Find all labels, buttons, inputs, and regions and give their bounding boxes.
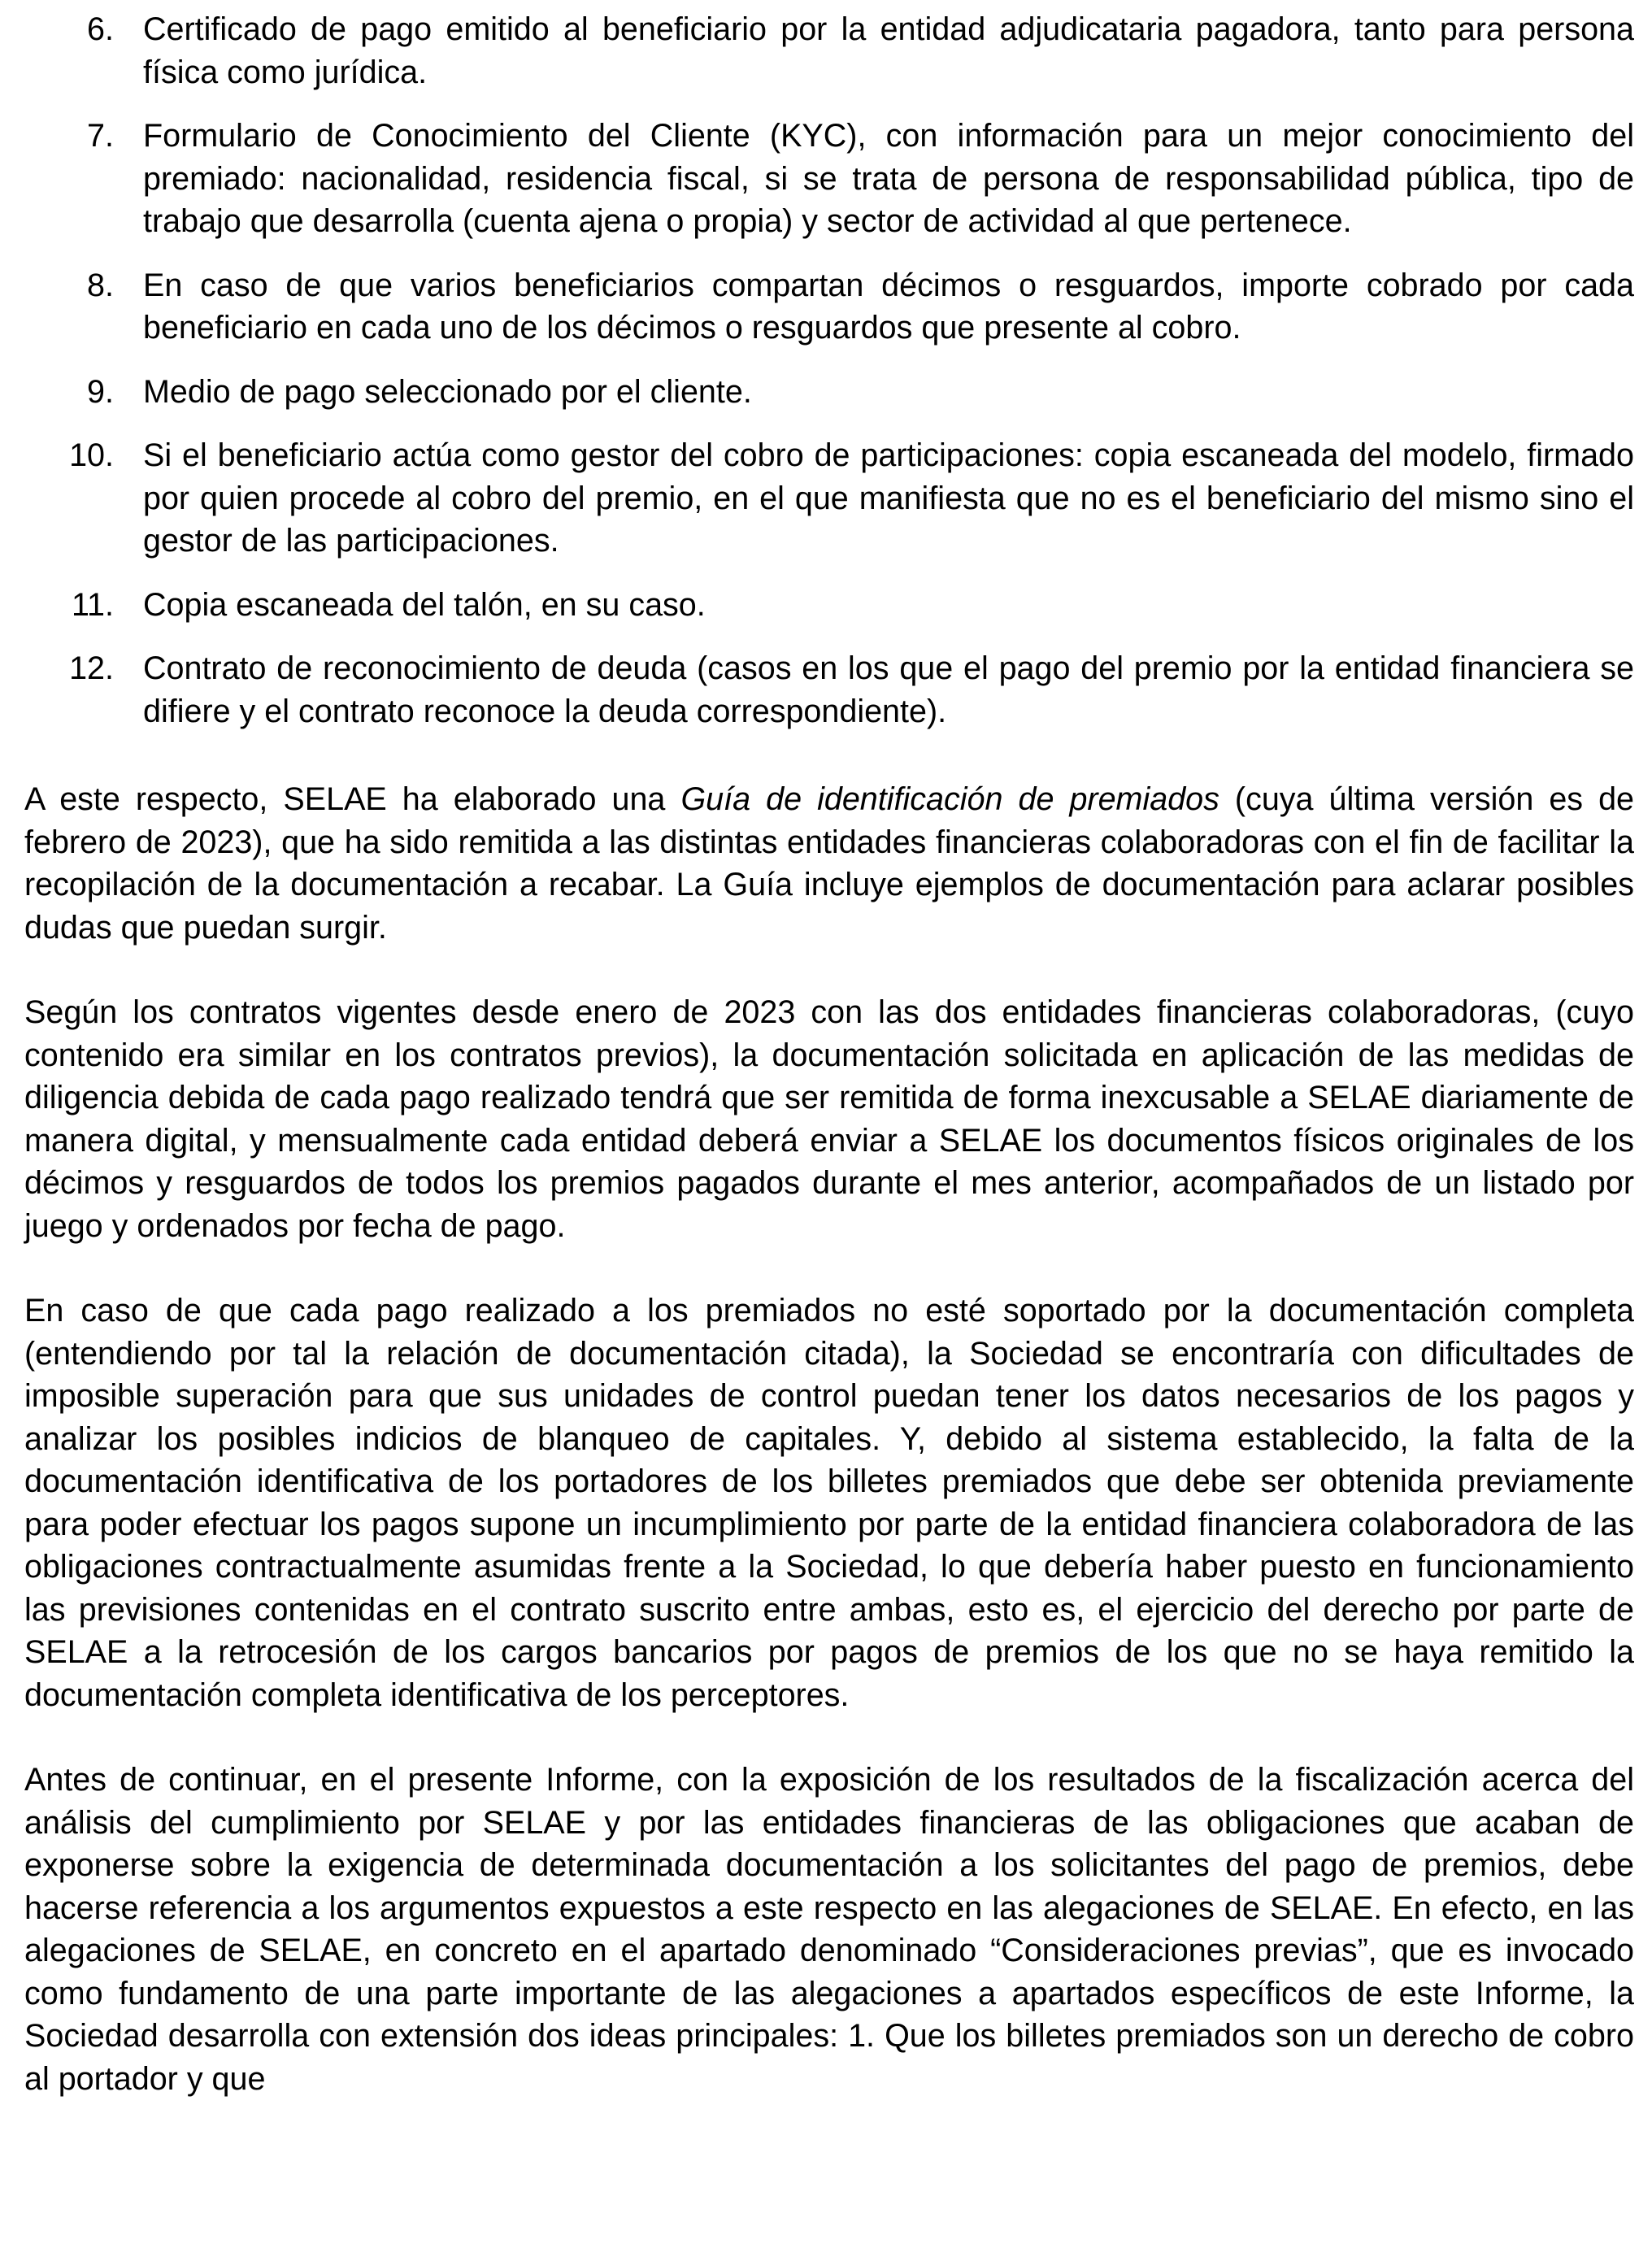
list-item-number: 6. — [87, 11, 114, 47]
paragraph-allegations: Antes de continuar, en el presente Informe, con la exposición de los resultados de la fiscalización acerca del análisis del cumplimiento por SELAE y por las entidades financieras de las obligaciones que acaban de exponerse sobre la exigencia de determinada documentación a los solicitantes del pago de premios, debe hacerse referencia a los argumentos expuestos a este respecto en las alegaciones de SELAE. En efecto, en las alegaciones de SELAE, en concreto en el apartado denominado “Consideraciones previas”, que es invocado como fundamento de una parte importante de las alegaciones a apartados específicos de este Informe, la Sociedad desarrolla con extensión dos ideas principales: 1. Que los billetes premiados son un derecho de cobro al portador y que — [24, 1762, 1634, 2097]
list-item-number: 7. — [87, 118, 114, 154]
list-item-number: 10. — [69, 437, 114, 473]
list-item-number: 8. — [87, 267, 114, 303]
guide-title: Guía de identificación de premiados — [680, 781, 1219, 817]
documentation-list — [24, 8, 1634, 733]
paragraph-guide — [24, 778, 1634, 949]
paragraph-contracts: Según los contratos vigentes desde enero de 2023 con las dos entidades financieras colaboradoras, (cuyo contenido era similar en los contratos previos), la documentación solicitada en aplicación de las medidas de diligencia debida de cada pago realizado tendrá que ser remitida de forma inexcusable a SELAE diariamente de manera digital, y mensualmente cada entidad deberá enviar a SELAE los documentos físicos originales de los décimos y resguardos de todos los premios pagados durante el mes anterior, acompañados de un listado por juego y ordenados por fecha de pago. — [24, 994, 1634, 1244]
list-item-text: En caso de que varios beneficiarios compartan décimos o resguardos, importe cobrado por cada beneficiario en cada uno de los décimos o resguardos que presente al cobro. — [143, 267, 1634, 346]
list-item-number: 9. — [87, 373, 114, 410]
paragraph-incomplete-documentation: En caso de que cada pago realizado a los premiados no esté soportado por la documentación completa (entendiendo por tal la relación de documentación citada), la Sociedad se encontraría con dificultades de imposible superación para que sus unidades de control puedan tener los datos necesarios de los pagos y analizar los posibles indicios de blanqueo de capitales. Y, debido al sistema establecido, la falta de la documentación identificativa de los portadores de los billetes premiados que debe ser obtenida previamente para poder efectuar los pagos supone un incumplimiento por parte de la entidad financiera colaboradora de las obligaciones contractualmente asumidas frente a la Sociedad, lo que debería haber puesto en funcionamiento las previsiones contenidas en el contrato suscrito entre ambas, esto es, el ejercicio del derecho por parte de SELAE a la retrocesión de los cargos bancarios por pagos de premios de los que no se haya remitido la documentación completa identificativa de los perceptores. — [24, 1293, 1634, 1713]
list-item-text: Formulario de Conocimiento del Cliente (KYC), con información para un mejor conocimiento del premiado: nacionalidad, residencia fiscal, si se trata de persona de responsabilidad pública, tipo de trabajo que desarrolla (cuenta ajena o propia) y sector de actividad al que pertenece. — [143, 118, 1634, 239]
list-item — [24, 647, 1634, 733]
list-item-number: 11. — [72, 586, 114, 623]
list-item — [24, 434, 1634, 563]
list-item — [24, 264, 1634, 350]
list-item-text: Copia escaneada del talón, en su caso. — [143, 586, 706, 623]
list-item-text: Certificado de pago emitido al beneficiario por la entidad adjudicataria pagadora, tanto para persona física como jurídica. — [143, 11, 1634, 90]
list-item — [24, 115, 1634, 243]
paragraph-guide-rest: (cuya última versión es de febrero de 2023), que ha sido remitida a las distintas entidades financieras colaboradoras con el fin de facilitar la recopilación de la documentación a recabar. La Guía incluye ejemplos de documentación para aclarar posibles dudas que puedan surgir. — [24, 781, 1635, 946]
paragraph-guide-intro: A este respecto, SELAE ha elaborado una — [24, 781, 681, 817]
list-item-text: Si el beneficiario actúa como gestor del cobro de participaciones: copia escaneada del modelo, firmado por quien procede al cobro del premio, en el que manifiesta que no es el beneficiario del mismo sino el gestor de las participaciones. — [143, 437, 1634, 559]
list-item — [24, 8, 1634, 93]
list-item-text: Contrato de reconocimiento de deuda (casos en los que el pago del premio por la entidad financiera se difiere y el contrato reconoce la deuda correspondiente). — [143, 650, 1634, 729]
list-item-text: Medio de pago seleccionado por el cliente. — [143, 373, 752, 410]
list-item-number: 12. — [69, 650, 114, 686]
list-item — [24, 371, 1634, 414]
list-item — [24, 584, 1634, 627]
